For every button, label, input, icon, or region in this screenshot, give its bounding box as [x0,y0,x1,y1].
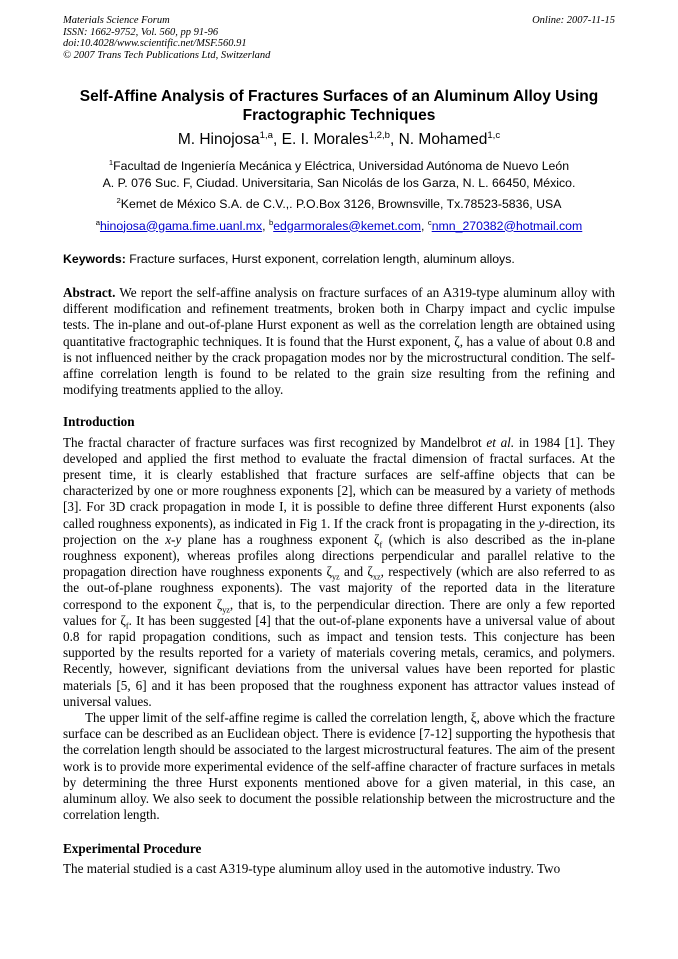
keywords-label: Keywords: [63,252,126,266]
paragraph-text: . It has been suggested [4] that the out-of-plane exponents have a universal value of about 0.8 for rapid propagation conditions, such as impact and tension tests. This conjecture has been supported by the results reported for a variety of materials covering metals, ceramics, and polymers. Recently, however, significant deviations from the universal values have been reported for plastic materials [5, 6] and it has been proposed that the roughness exponent has attractor values instead of universal values. [63,612,615,709]
subscript: f [125,621,129,631]
paragraph-text: in 1984 [1]. They developed and applied the first method to evaluate the fractal dimension of fractal surfaces. At the present time, it is clearly established that fracture surfaces are self-affine objects that can be characterized by one or more roughness exponents [2], which can be measured by a variety of methods [3]. For 3D crack propagation in mode I, it is possible to define three different Hurst exponents (also called roughness exponents), as indicated in Fig 1. If the crack front is propagating in the [63,434,616,531]
author-separator: , [389,131,399,148]
abstract-label: Abstract. [63,285,116,300]
abstract-text: We report the self-affine analysis on fracture surfaces of an A319-type aluminum alloy with different modification and refinement treatments, broken both in Charpy impact and cyclic impulse tests. The in-plane and out-of-plane Hurst exponent as well as the correlation length are obtained using quantitative fractographic techniques. It is found that the Hurst exponent, ζ, has a value of about 0.8 and is not influenced neither by the crack propagation modes nor by the microstructural condition. The self-affine correlation length is found to be related to the grain size resulting from the refining and modifying treatments applied to the alloy. [63,285,615,398]
email-list: $^a$hinojosa@gama.fime.uanl.mx, $^b$edgarmorales@kemet.com, $^c$nmn_270382@hotmail.com [95,217,583,233]
affiliation-text: Facultad de Ingeniería Mecánica y Eléctrica, Universidad Autónoma de Nuevo León [113,159,570,173]
affiliation-text: Kemet de México S.A. de C.V.,. P.O.Box 3126, Brownsville, Tx.78523-5836, USA [120,197,562,211]
journal-name: Materials Science Forum [63,15,170,26]
paragraph-italic: x-y [165,531,182,547]
journal-header [63,15,615,61]
doi-line: doi:10.4028/www.scientific.net/MSF.560.91 [63,38,247,49]
subscript: f [379,540,383,550]
issn-line: ISSN: 1662-9752, Vol. 560, pp 91-96 [63,26,219,38]
affiliation-number: 2 [116,195,121,205]
author-affiliation-marker: 1,a [259,129,274,141]
subscript: xz [372,572,381,582]
paper-page [63,15,615,877]
paragraph-italic: et al. [486,434,515,450]
affiliation-1 [63,158,615,191]
subscript: yz [331,572,340,582]
section-heading-introduction: Introduction [63,414,135,430]
paragraph-text: (which is also described as the in-plane roughness exponent), whereas profiles along directions perpendicular and parallel relative to the propagation direction have roughness exponents ζ [63,531,615,580]
paragraph-text: and ζ [339,564,373,580]
affiliation-address: A. P. 076 Suc. F, Ciudad. Universitaria, San Nicolás de los Garza, N. L. 66450, México. [102,175,576,190]
keywords-text: Fracture surfaces, Hurst exponent, correlation length, aluminum alloys. [125,252,515,266]
author-name: N. Mohamed [398,131,488,148]
keywords [63,251,615,267]
section-heading-experimental: Experimental Procedure [63,840,202,856]
email-link[interactable]: hinojosa@gama.fime.uanl.mx [99,218,263,233]
email-link[interactable]: nmn_270382@hotmail.com [431,218,583,233]
paragraph-text: plane has a roughness exponent ζ [181,531,380,547]
online-date: Online: 2007-11-15 [532,15,615,26]
email-marker: c [427,217,432,227]
email-marker: b [268,217,274,227]
author-list [63,130,615,149]
affiliation-2 [63,196,615,213]
paragraph-italic: y [538,515,545,531]
paragraph-text: , that is, to the perpendicular direction. There are only a few reported values for ζ [63,596,615,628]
affiliation-number: 1 [108,157,114,167]
author-name: E. I. Morales [281,131,369,148]
paper-title: Self-Affine Analysis of Fractures Surfaces of an Aluminum Alloy Using Fractographic Techniques [79,88,599,124]
email-link[interactable]: edgarmorales@kemet.com [273,218,422,233]
paragraph-text: , respectively (which are also referred to as the out-of-plane roughness exponents). The vast majority of the reported data in the literature correspond to the exponent ζ [63,564,615,612]
paragraph-text: -direction, its projection on the [63,515,615,547]
subscript: yz [222,605,230,615]
experimental-paragraph-1: The material studied is a cast A319-type aluminum alloy used in the automotive industry. Two [63,860,561,876]
copyright-line: © 2007 Trans Tech Publications Ltd, Switzerland [63,49,271,61]
email-marker: a [95,217,100,227]
intro-paragraph-2: The upper limit of the self-affine regime is called the correlation length, ξ, above which the fracture surface can be described as an Euclidean object. There is evidence [7-12] supporting the hypothesis that the correlation length should be associated to the largest microstructural features. The aim of the present work is to provide more experimental evidence of the self-affine character of fracture surfaces in metals by determining the three Hurst exponents mentioned above for a given material, in this case, an aluminum alloy. We also seek to document the possible relationship between the microstructure and the correlation length. [63,710,615,823]
author-name: M. Hinojosa [177,131,260,148]
author-affiliation-marker: 1,2,b [368,129,390,141]
author-separator: , [273,131,282,148]
paragraph-text: The fractal character of fracture surfaces was first recognized by Mandelbrot [63,434,487,450]
intro-paragraph-1 [63,435,615,710]
author-affiliation-marker: 1,c [487,129,501,141]
abstract [63,285,615,398]
